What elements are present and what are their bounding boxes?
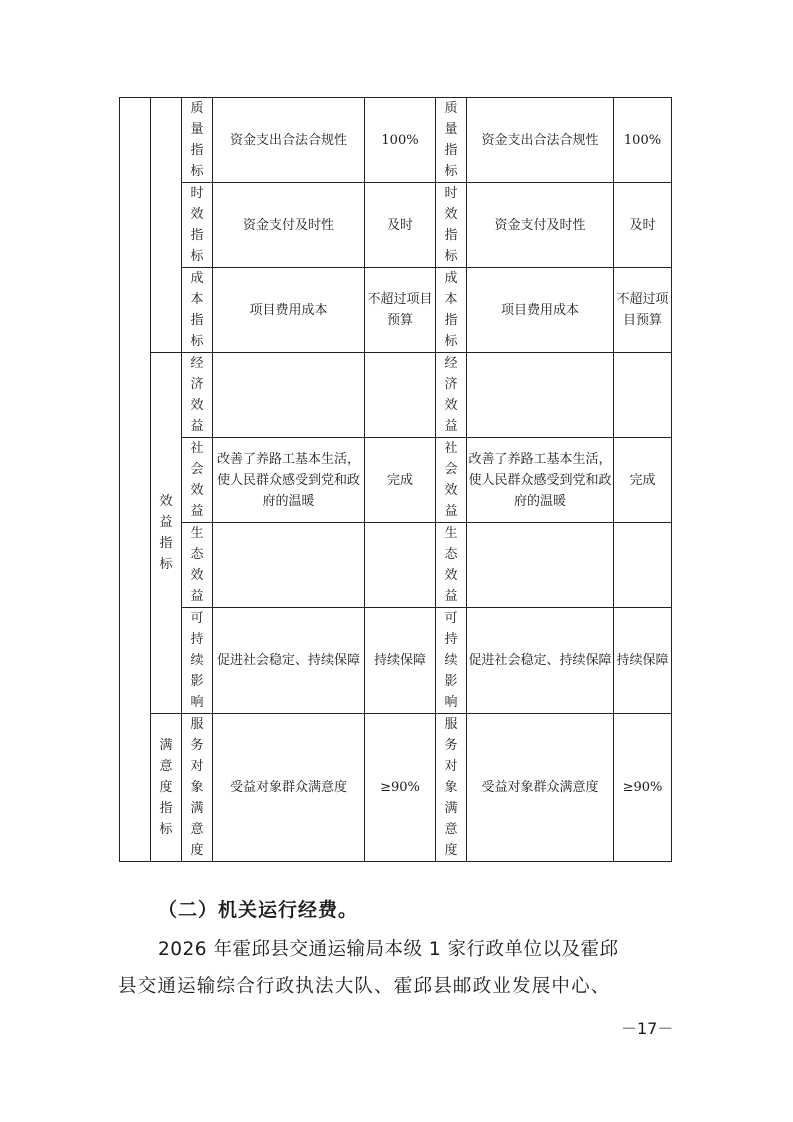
sub-indicator-cell: 服 务 对 象 满 意 度: [182, 714, 213, 862]
indicator-content-cell-2: 资金支出合法合规性: [467, 98, 614, 183]
indicator-content-cell-2: [467, 353, 614, 438]
indicator-content-cell-2: 受益对象群众满意度: [467, 714, 614, 862]
indicator-value-cell: [365, 523, 436, 608]
outer-category-cell: [120, 98, 151, 862]
indicator-content-cell-2: [467, 523, 614, 608]
indicator-content-cell: 受益对象群众满意度: [213, 714, 365, 862]
section-heading: （二）机关运行经费。: [158, 899, 359, 921]
indicator-value-cell-2: [614, 523, 672, 608]
sub-indicator-cell-2: 社 会 效 益: [436, 438, 467, 523]
table-row: [120, 183, 672, 268]
indicator-value-cell-2: [614, 353, 672, 438]
table-row: [120, 523, 672, 608]
table-row: [120, 268, 672, 353]
indicator-content-cell: 资金支付及时性: [213, 183, 365, 268]
indicator-value-cell: 不超过项目预算: [365, 268, 436, 353]
table-row: [120, 608, 672, 714]
sub-indicator-cell: 生 态 效 益: [182, 523, 213, 608]
sub-indicator-cell-2: 生 态 效 益: [436, 523, 467, 608]
table-row: [120, 714, 672, 862]
indicator-content-cell: [213, 523, 365, 608]
sub-indicator-cell: 质 量 指 标: [182, 98, 213, 183]
indicator-value-cell-2: 持续保障: [614, 608, 672, 714]
indicator-content-cell-2: 资金支付及时性: [467, 183, 614, 268]
table-row: [120, 438, 672, 523]
output-category-cell: [151, 98, 182, 353]
indicator-content-cell: 改善了养路工基本生活，使人民群众感受到党和政府的温暖: [213, 438, 365, 523]
indicator-content-cell: 资金支出合法合规性: [213, 98, 365, 183]
indicator-content-cell: [213, 353, 365, 438]
indicator-value-cell: 及时: [365, 183, 436, 268]
performance-indicator-table: [119, 97, 672, 862]
indicator-content-cell-2: 改善了养路工基本生活，使人民群众感受到党和政府的温暖: [467, 438, 614, 523]
indicator-value-cell: 持续保障: [365, 608, 436, 714]
table-row: [120, 98, 672, 183]
indicator-value-cell-2: 完成: [614, 438, 672, 523]
indicator-value-cell-2: ≥90%: [614, 714, 672, 862]
indicator-value-cell-2: 100%: [614, 98, 672, 183]
sub-indicator-cell: 可 持 续 影 响: [182, 608, 213, 714]
table-row: [120, 353, 672, 438]
category-satisfaction-cell: 满 意 度 指 标: [151, 714, 182, 862]
category-benefit-cell: 效 益 指 标: [151, 353, 182, 714]
indicator-content-cell-2: 项目费用成本: [467, 268, 614, 353]
sub-indicator-cell-2: 可 持 续 影 响: [436, 608, 467, 714]
indicator-content-cell: 促进社会稳定、持续保障: [213, 608, 365, 714]
sub-indicator-cell: 成 本 指 标: [182, 268, 213, 353]
indicator-content-cell-2: 促进社会稳定、持续保障: [467, 608, 614, 714]
indicator-value-cell-2: 不超过项目预算: [614, 268, 672, 353]
body-paragraph-line-2: 县交通运输综合行政执法大队、霍邱县邮政业发展中心、: [118, 976, 611, 997]
indicator-value-cell: ≥90%: [365, 714, 436, 862]
page-number: －17－: [621, 1019, 674, 1038]
indicator-value-cell: 完成: [365, 438, 436, 523]
sub-indicator-cell: 社 会 效 益: [182, 438, 213, 523]
sub-indicator-cell-2: 成 本 指 标: [436, 268, 467, 353]
body-paragraph-line-1: 2026 年霍邱县交通运输局本级 1 家行政单位以及霍邱: [158, 939, 619, 960]
sub-indicator-cell: 经 济 效 益: [182, 353, 213, 438]
indicator-value-cell-2: 及时: [614, 183, 672, 268]
indicator-content-cell: 项目费用成本: [213, 268, 365, 353]
sub-indicator-cell: 时 效 指 标: [182, 183, 213, 268]
sub-indicator-cell-2: 质 量 指 标: [436, 98, 467, 183]
sub-indicator-cell-2: 时 效 指 标: [436, 183, 467, 268]
sub-indicator-cell-2: 经 济 效 益: [436, 353, 467, 438]
sub-indicator-cell-2: 服 务 对 象 满 意 度: [436, 714, 467, 862]
indicator-value-cell: [365, 353, 436, 438]
indicator-value-cell: 100%: [365, 98, 436, 183]
